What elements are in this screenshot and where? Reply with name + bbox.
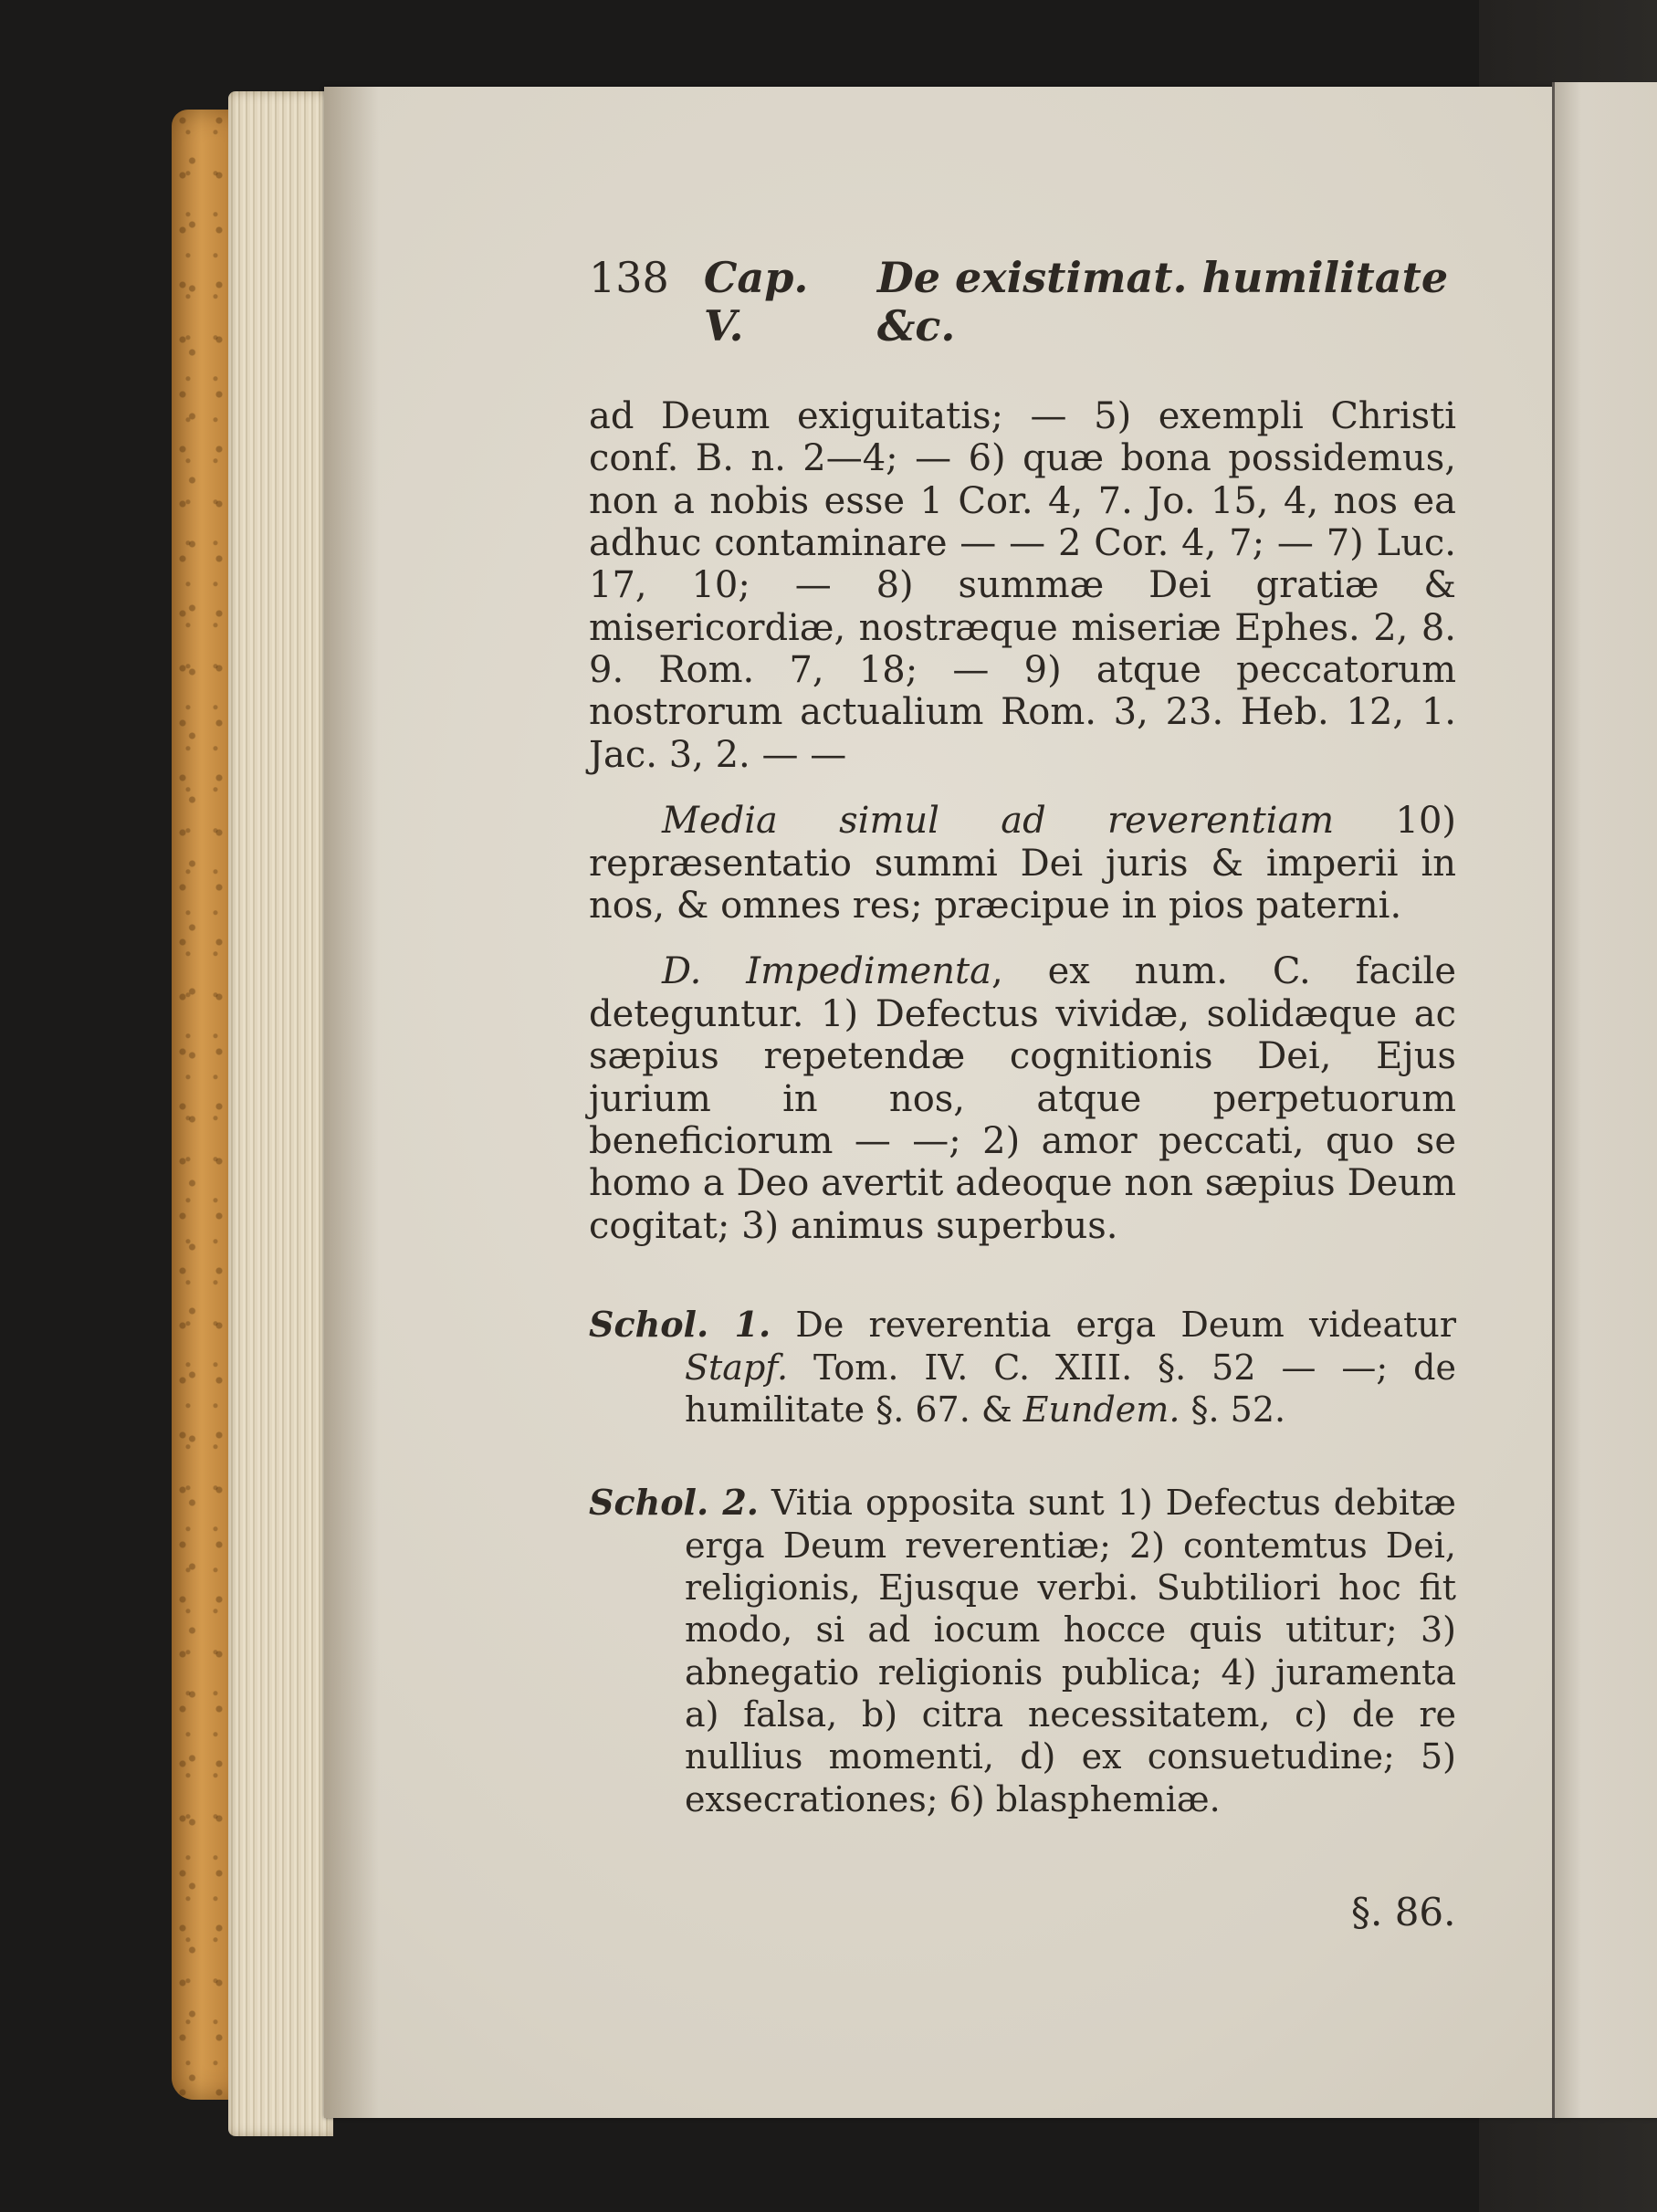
paragraph (589, 950, 1456, 1247)
paragraph-lead: Media simul ad reverentiam (662, 800, 1335, 843)
scholium-citation: Eundem. (1023, 1389, 1180, 1430)
scholium-text: Tom. IV. C. XIII. §. 52 — —; de humilitate §. 67. & (685, 1347, 1456, 1430)
running-head (589, 254, 1456, 351)
gutter-shadow (324, 87, 379, 2118)
running-title: De existimat. humilitate &c. (876, 253, 1449, 351)
page-number: 138 (589, 253, 669, 302)
chapter-label: Cap. V. (703, 253, 809, 351)
paragraph-text: 10) repræsentatio summi Dei juris & imperii in nos, & omnes res; præcipue in pios paterni. (589, 800, 1456, 928)
paragraph-lead: D. Impedimenta (662, 950, 991, 993)
scholium-citation: Stapf. (685, 1347, 789, 1388)
paragraph (589, 395, 1456, 777)
page-edges (228, 91, 333, 2136)
catchword-signature: §. 86. (1351, 1890, 1456, 1934)
scholium-text: §. 52. (1180, 1389, 1286, 1430)
scholium-1 (589, 1304, 1456, 1431)
paragraph (589, 800, 1456, 927)
paragraph-text: ad Deum exiguitatis; — 5) exempli Christi conf. B. n. 2—4; — 6) quæ bona possidemus, non a nobis esse 1 Cor. 4, 7. Jo. 15, 4, nos ea adhuc contaminare — — 2 Cor. 4, 7; — 7) Luc. 17, 10; — 8) summæ Dei gratiæ & misericordiæ, nostræque miseriæ Ephes. 2, 8. 9. Rom. 7, 18; — 9) atque peccatorum nostrorum actualium Rom. 3, 23. Heb. 12, 1. Jac. 3, 2. — — (589, 394, 1456, 776)
facing-page-edge (1552, 82, 1657, 2118)
scholium-text: Vitia opposita sunt 1) Defectus debitæ erga Deum reverentiæ; 2) contemtus Dei, religionis, Ejusque verbi. Subtiliori hoc fit modo, si ad iocum hocce quis utitur; 3) abnegatio religionis publica; 4) juramenta a) falsa, b) citra necessitatem, c) de re nullius momenti, d) ex consuetudine; 5) exsecrationes; 6) blasphemiæ. (685, 1483, 1456, 1819)
scholium-2 (589, 1482, 1456, 1820)
scholium-label: Schol. 1. (589, 1304, 771, 1346)
scholium-text: De reverentia erga Deum videatur (771, 1305, 1457, 1346)
paragraph-text: , ex num. C. facile deteguntur. 1) Defectus vividæ, solidæque ac sæpius repetendæ cognitionis Dei, Ejus jurium in nos, atque perpetuorum beneficiorum — —; 2) amor peccati, quo se homo a Deo avertit adeoque non sæpius Deum cogitat; 3) animus superbus. (589, 950, 1457, 1247)
page-text (589, 254, 1456, 1820)
scholium-label: Schol. 2. (589, 1482, 760, 1524)
